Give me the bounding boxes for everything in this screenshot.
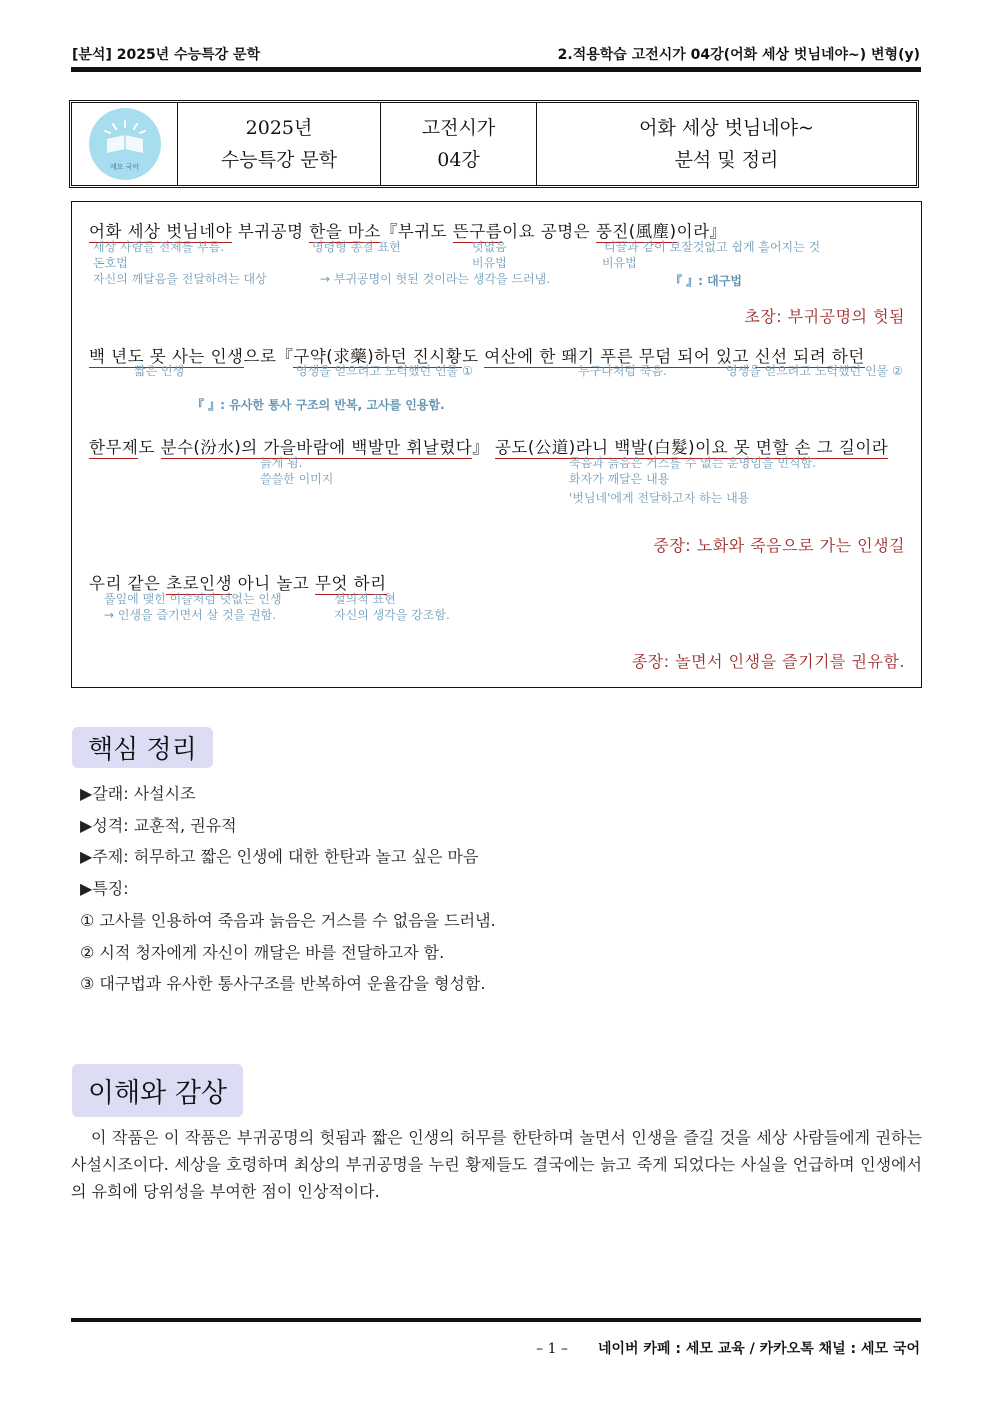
title-year: 2025년 <box>245 117 313 139</box>
annotation: 늙게 됨. <box>260 456 303 470</box>
poem-phrase: 아니 놀고 <box>232 574 316 593</box>
poem-phrase: 한무제 <box>89 438 139 457</box>
poem-phrase: 뜬구름 <box>452 222 503 241</box>
header-left: [분석] 2025년 수능특강 문학 <box>72 47 261 63</box>
annotation-device: 『 』: 대구법 <box>670 274 742 288</box>
annotation: 비유법 <box>602 256 637 270</box>
annotation: 비유법 <box>472 256 507 270</box>
annotation: 명령형 종결 표현 <box>312 240 401 254</box>
title-book: 수능특강 문학 <box>220 149 338 171</box>
stanza-summary-1: 초장: 부귀공명의 헛됨 <box>744 307 905 326</box>
poem-phrase: 한을 마소 <box>309 222 381 241</box>
poem-phrase: 분수(汾水)의 가을바람에 백발만 휘날렸다 <box>160 438 473 457</box>
poem-phrase: 도 <box>462 347 485 366</box>
annotation: 화자가 깨달은 내용 <box>569 472 670 486</box>
title-work: 어화 세상 벗님네야~ <box>639 117 814 139</box>
poem-phrase: 『부귀도 <box>380 222 453 241</box>
annotation: 풀잎에 맺힌 이슬처럼 덧없는 인생 <box>104 592 282 606</box>
title-cell-lesson <box>381 103 537 185</box>
annotation-device: 『 』: 유사한 통사 구조의 반복, 고사를 인용함. <box>192 398 445 412</box>
annotation: 죽음과 늙음은 거스를 수 없는 운명임을 인식함. <box>569 456 816 470</box>
poem-phrase: 신선 되려 하던 <box>754 347 865 366</box>
title-cell-year <box>178 103 381 185</box>
title-subtitle: 분석 및 정리 <box>674 149 779 171</box>
poem-phrase: 』 <box>472 438 495 457</box>
core-nature: ▶성격: 교훈적, 권유적 <box>80 816 237 835</box>
poem-line-1 <box>89 218 727 242</box>
poem-phrase: 으로『 <box>243 347 294 366</box>
annotation: 덧없음 <box>472 240 507 254</box>
book-logo-icon <box>89 108 161 180</box>
poem-line-4 <box>89 570 387 594</box>
annotation: 누구나처럼 죽음. <box>578 364 667 378</box>
annotation: → 인생을 즐기면서 살 것을 권함. <box>104 608 277 622</box>
appreciation-heading: 이해와 감상 <box>72 1064 243 1117</box>
stanza-summary-3: 종장: 놀면서 인생을 즐기기를 권유함. <box>631 652 905 671</box>
poem-phrase: 이라』 <box>676 222 727 241</box>
annotation: 짧은 인생 <box>134 364 185 378</box>
annotation: 자신의 생각을 강조함. <box>334 608 450 622</box>
poem-phrase: 여산에 한 뙈기 푸른 무덤 되어 있고 <box>484 347 749 366</box>
logo-text: 세모 국어 <box>109 163 140 171</box>
annotation: 영생을 얻으려고 노력했던 인물 ② <box>726 364 903 378</box>
core-feature-1: ① 고사를 인용하여 죽음과 늙음은 거스를 수 없음을 드러냄. <box>80 911 496 930</box>
poem-analysis-box <box>71 201 922 688</box>
annotation: 티끌과 같이 보잘것없고 쉽게 흩어지는 것 <box>604 240 821 254</box>
appreciation-body: 이 작품은 이 작품은 부귀공명의 헛됨과 짧은 인생의 허무를 한탄하며 놀면서 인생을 즐길 것을 세상 사람들에게 권하는 사설시조이다. 세상을 호령하며 최상의 부귀공명을 누린 황제들도 결국에는 늙고 죽게 되었다는 사실을 언급하며 인생에서의 유희에 당위성을 부여한 점이 인상적이다. <box>71 1128 922 1201</box>
annotation: 쓸쓸한 이미지 <box>260 472 334 486</box>
annotation: 세상 사람들 전체를 부름. <box>93 240 225 254</box>
header-right: 2.적용학습 고전시가 04강(어화 세상 벗님네야~) 변형(y) <box>557 47 920 63</box>
poem-phrase: 부귀공명 <box>232 222 310 241</box>
core-heading: 핵심 정리 <box>72 727 213 768</box>
poem-phrase: 무엇 하리 <box>315 574 387 593</box>
annotation: → 부귀공명이 헛된 것이라는 생각을 드러냄. <box>320 272 551 286</box>
footer-text: 네이버 카페 : 세모 교육 / 카카오톡 채널 : 세모 국어 <box>597 1341 920 1357</box>
annotation: 영생을 얻으려고 노력했던 인물 ① <box>296 364 473 378</box>
poem-phrase: 구약(求藥)하던 진시황 <box>293 347 463 366</box>
title-lesson: 04강 <box>437 149 480 171</box>
poem-phrase: 이요 공명은 <box>502 222 596 241</box>
poem-phrase: 우리 같은 <box>89 574 167 593</box>
core-theme: ▶주제: 허무하고 짧은 인생에 대한 한탄과 놀고 싶은 마음 <box>80 847 479 866</box>
annotation: '벗님네'에게 전달하고자 하는 내용 <box>569 491 750 505</box>
poem-phrase: 풍진(風塵) <box>595 222 677 241</box>
core-genre: ▶갈래: 사설시조 <box>80 784 196 803</box>
core-feature-2: ② 시적 청자에게 자신이 깨달은 바를 전달하고자 함. <box>80 943 445 962</box>
page-number: – 1 – <box>536 1341 568 1357</box>
poem-phrase: 도 <box>138 438 161 457</box>
footer <box>536 1338 920 1358</box>
title-cell-work <box>537 103 916 185</box>
footer-divider <box>71 1318 921 1322</box>
annotation: 돈호법 <box>93 256 128 270</box>
core-features-label: ▶특징: <box>80 879 129 898</box>
logo-cell <box>72 103 178 185</box>
poem-phrase: 백 년도 못 사는 인생 <box>89 347 244 366</box>
annotation: 자신의 깨달음을 전달하려는 대상 <box>93 272 267 286</box>
stanza-summary-2: 중장: 노화와 죽음으로 가는 인생길 <box>653 536 905 555</box>
header-divider <box>71 67 921 72</box>
core-feature-3: ③ 대구법과 유사한 통사구조를 반복하여 운율감을 형성함. <box>80 974 486 993</box>
annotation: 설의적 표현 <box>334 592 396 606</box>
poem-line-3 <box>89 434 888 458</box>
poem-phrase: 초로인생 <box>166 574 233 593</box>
title-box <box>69 100 919 188</box>
title-category: 고전시가 <box>421 117 496 139</box>
poem-phrase: 공도(公道)라니 백발(白髮)이요 못 면할 손 그 길이라 <box>494 438 889 457</box>
poem-phrase: 어화 세상 벗님네야 <box>89 222 233 241</box>
